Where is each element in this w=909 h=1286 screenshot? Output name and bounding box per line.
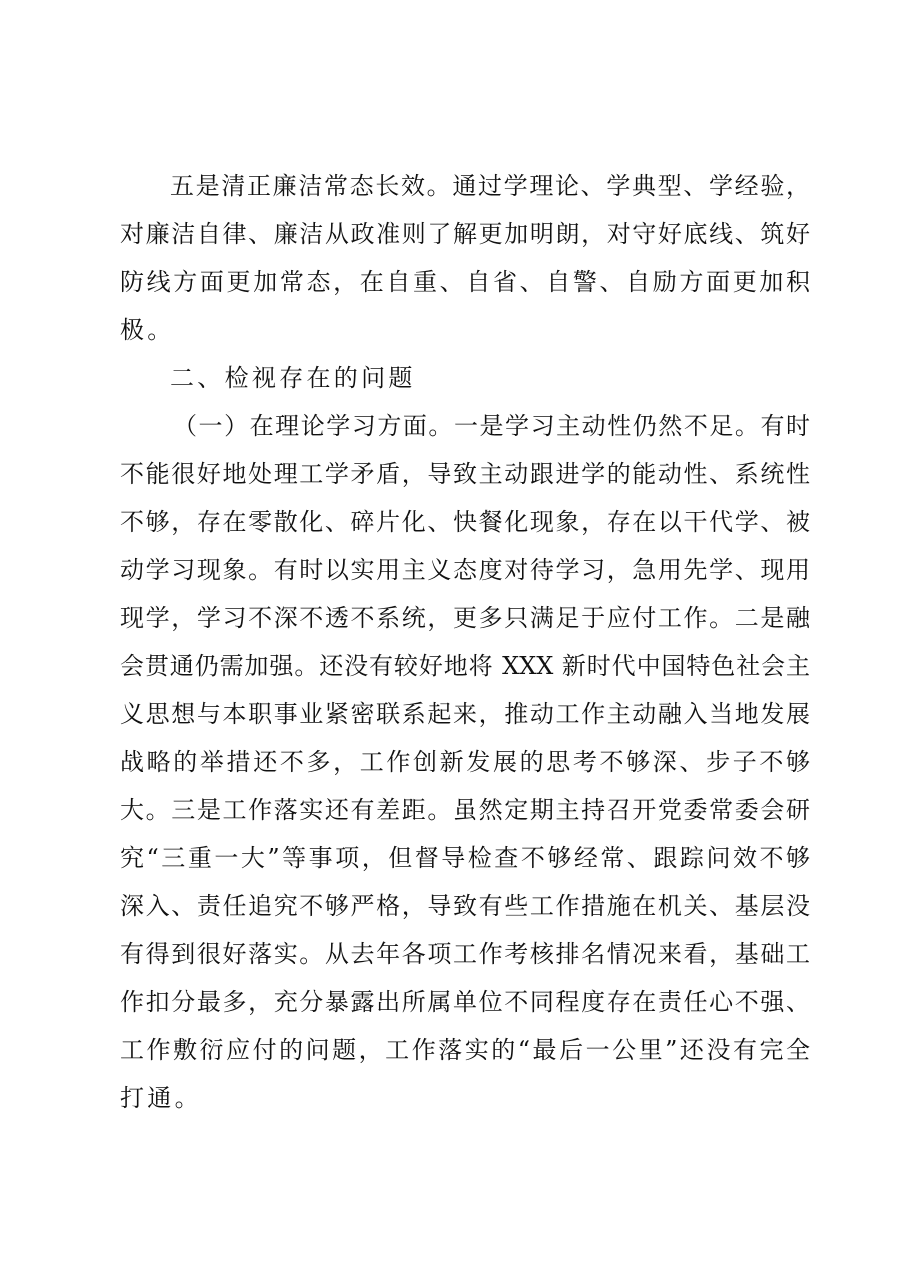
paragraph-line: 究“三重一大”等事项，但督导检查不够经常、跟踪问效不够 bbox=[120, 844, 810, 872]
paragraph-line: 打通。 bbox=[120, 1084, 202, 1112]
paragraph-line: 极。 bbox=[120, 316, 175, 344]
paragraph-line: 深入、责任追究不够严格，导致有些工作措施在机关、基层没 bbox=[120, 892, 810, 920]
paragraph-line: 会贯通仍需加强。还没有较好地将 XXX 新时代中国特色社会主 bbox=[120, 652, 810, 680]
paragraph-line: 义思想与本职事业紧密联系起来，推动工作主动融入当地发展 bbox=[120, 700, 810, 728]
paragraph-line: 战略的举措还不多，工作创新发展的思考不够深、步子不够 bbox=[120, 748, 810, 776]
paragraph-line: 防线方面更加常态，在自重、自省、自警、自励方面更加积 bbox=[120, 268, 810, 296]
paragraph-line: 五是清正廉洁常态长效。通过学理论、学典型、学经验， bbox=[170, 172, 810, 200]
section-heading: 二、检视存在的问题 bbox=[170, 364, 416, 392]
paragraph-line: 工作敷衍应付的问题，工作落实的“最后一公里”还没有完全 bbox=[120, 1036, 810, 1064]
paragraph-line: 不能很好地处理工学矛盾，导致主动跟进学的能动性、系统性 bbox=[120, 460, 810, 488]
paragraph-line: 动学习现象。有时以实用主义态度对待学习，急用先学、现用 bbox=[120, 556, 810, 584]
paragraph-line: 大。三是工作落实还有差距。虽然定期主持召开党委常委会研 bbox=[120, 796, 810, 824]
paragraph-line: 作扣分最多，充分暴露出所属单位不同程度存在责任心不强、 bbox=[120, 988, 810, 1016]
paragraph-line: （一）在理论学习方面。一是学习主动性仍然不足。有时 bbox=[173, 412, 810, 440]
paragraph-line: 对廉洁自律、廉洁从政准则了解更加明朗，对守好底线、筑好 bbox=[120, 220, 810, 248]
paragraph-line: 现学，学习不深不透不系统，更多只满足于应付工作。二是融 bbox=[120, 604, 810, 632]
paragraph-line: 有得到很好落实。从去年各项工作考核排名情况来看，基础工 bbox=[120, 940, 810, 968]
paragraph-line: 不够，存在零散化、碎片化、快餐化现象，存在以干代学、被 bbox=[120, 508, 810, 536]
